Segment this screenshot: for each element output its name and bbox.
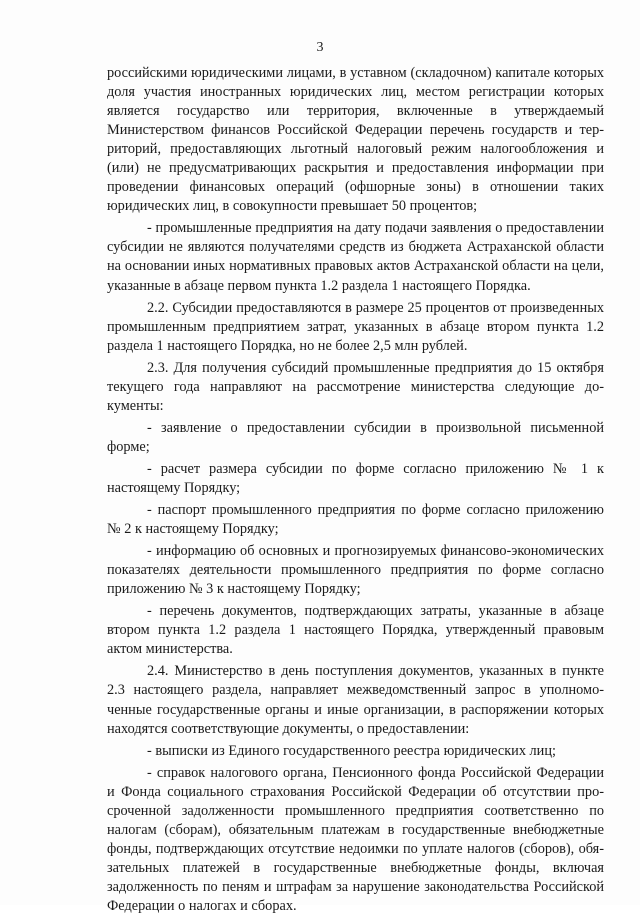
paragraph-2-3: 2.3. Для получения субсидий промышленные предприятия до 15 октября текущего года направляют на рассмотрение министерства следующие документы: [107, 359, 604, 414]
paragraph-budget-condition: - промышленные предприятия на дату подачи заявления о предоставлении субсидии не являются получателями средств из бюджета Астраханской области на основании иных нормативных правовых актов Астраханской области на цели, указанные в абзаце первом пункта 1.2 раздела 1 настоящего Порядка. [107, 220, 604, 294]
paragraph-2-4: 2.4. Министерство в день поступления документов, указанных в пункте 2.3 настоящего раздела, направляет межведомственный запрос в уполномоченные государственные органы и иные организации, в распоряжении которых находятся соответствующие документы, о предоставлении: [107, 663, 604, 737]
paragraph-2-2: 2.2. Субсидии предоставляются в размере 25 процентов от произведенных промышленным предприятием затрат, указанных в абзаце втором пункта 1.2 раздела 1 настоящего Порядка, но не более 2,5 млн рублей. [107, 299, 604, 354]
page-number: 3 [316, 40, 324, 55]
list-item-calculation: - расчет размера субсидии по форме согласно приложению № 1 к настоящему Порядку; [107, 460, 604, 496]
list-item-tax-certificates: - справок налогового органа, Пенсионного фонда Российской Федерации и Фонда социального страхования Российской Федерации об отсутствии просроченной задолженности промышленного предприятия соответственно по налогам (сборам), обязательным платежам в государственные внебюджетные фонды, подтверждающих отсутствие недоимки по уплате налогов (сборов), обязательных платежей в государственные внебюджетные фонды, включая задолженность по пеням и штрафам за нарушение законодательства Российской Федерации о налогах и сборах. [107, 764, 604, 914]
list-item-financial-info: - информацию об основных и прогнозируемых финансово-экономических показателях деятельности промышленного предприятия по форме согласно приложению № 3 к настоящему Порядку; [107, 543, 604, 598]
list-item-expense-documents: - перечень документов, подтверждающих затраты, указанные в абзаце втором пункта 1.2 раздела 1 настоящего Порядка, утвержденный правовым актом министерства. [107, 603, 604, 658]
list-item-passport: - паспорт промышленного предприятия по форме согласно приложению № 2 к настоящему Порядку; [107, 502, 604, 538]
list-item-registry-extract: - выписки из Единого государственного реестра юридических лиц; [147, 742, 556, 759]
list-item-application: - заявление о предоставлении субсидии в произвольной письменной форме; [107, 419, 604, 455]
document-body [107, 64, 604, 916]
paragraph-offshore-condition: российскими юридическими лицами, в уставном (складочном) капитале которых доля участия иностранных юридических лиц, местом регистрации которых является государство или территория, включенные в утверждаемый Министерством финансов Российской Федерации перечень государств и территорий, предоставляющих льготный налоговый режим налогообложения и (или) не предусматривающих раскрытия и предоставления информации при проведении финансовых операций (офшорные зоны) в отношении таких юридических лиц, в совокупности превышает 50 процентов; [107, 65, 604, 215]
